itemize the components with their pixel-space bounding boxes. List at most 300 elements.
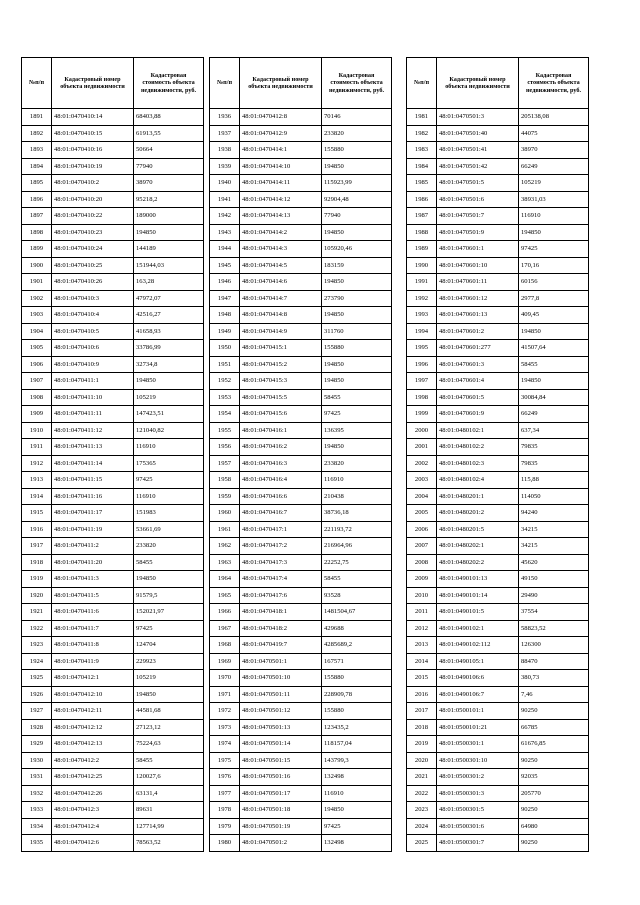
cell-cadastral-number: 48:01:0500301:10 [437, 752, 519, 769]
cell-cadastral-number: 48:01:0470410:4 [52, 307, 134, 324]
cell-cadastral-number: 48:01:0470410:6 [52, 340, 134, 357]
cell-number: 1912 [22, 455, 52, 472]
cell-number: 2000 [407, 422, 437, 439]
cell-number: 1905 [22, 340, 52, 357]
cell-cadastral-number: 48:01:0470501:40 [437, 125, 519, 142]
cell-cadastral-value: 97425 [322, 406, 392, 423]
cell-cadastral-value: 63131,4 [134, 785, 204, 802]
cell-cadastral-number: 48:01:0500301:3 [437, 785, 519, 802]
table-row [22, 125, 204, 142]
cell-number: 1999 [407, 406, 437, 423]
cell-cadastral-value: 1481504,67 [322, 604, 392, 621]
cell-cadastral-number: 48:01:0470501:14 [240, 736, 322, 753]
table-row [22, 736, 204, 753]
cell-cadastral-value: 233820 [322, 455, 392, 472]
cell-cadastral-number: 48:01:0470501:18 [240, 802, 322, 819]
table-header-row [210, 58, 392, 109]
cell-cadastral-number: 48:01:0470410:14 [52, 109, 134, 126]
cell-cadastral-value: 221193,72 [322, 521, 392, 538]
cell-cadastral-value: 273790 [322, 290, 392, 307]
cell-number: 1934 [22, 818, 52, 835]
cell-cadastral-value: 32734,8 [134, 356, 204, 373]
table-row [407, 356, 589, 373]
cell-cadastral-value: 34215 [519, 521, 589, 538]
cell-number: 1949 [210, 323, 240, 340]
cell-cadastral-number: 48:01:0470418:1 [240, 604, 322, 621]
table-row [407, 373, 589, 390]
cell-cadastral-number: 48:01:0470501:13 [240, 719, 322, 736]
cell-cadastral-number: 48:01:0470412:25 [52, 769, 134, 786]
cell-cadastral-value: 58455 [519, 356, 589, 373]
cell-cadastral-value: 163,28 [134, 274, 204, 291]
cell-cadastral-value: 50664 [134, 142, 204, 159]
cell-cadastral-number: 48:01:0470501:2 [240, 835, 322, 852]
cell-cadastral-value: 167571 [322, 653, 392, 670]
cell-number: 1945 [210, 257, 240, 274]
cell-number: 1942 [210, 208, 240, 225]
cell-cadastral-value: 97425 [134, 620, 204, 637]
cell-cadastral-value: 132498 [322, 835, 392, 852]
cell-number: 1941 [210, 191, 240, 208]
cell-cadastral-value: 53661,69 [134, 521, 204, 538]
cell-cadastral-number: 48:01:0470601:9 [437, 406, 519, 423]
cell-cadastral-value: 144189 [134, 241, 204, 258]
table-row [210, 109, 392, 126]
cell-cadastral-value: 105920,46 [322, 241, 392, 258]
cell-cadastral-value: 194850 [134, 373, 204, 390]
cell-cadastral-value: 409,45 [519, 307, 589, 324]
cell-cadastral-number: 48:01:0470410:23 [52, 224, 134, 241]
cell-number: 1917 [22, 538, 52, 555]
cell-cadastral-value: 147423,51 [134, 406, 204, 423]
table-row [407, 686, 589, 703]
table-row [210, 686, 392, 703]
cell-number: 1933 [22, 802, 52, 819]
table-row [210, 257, 392, 274]
header-number: №п/п [210, 58, 240, 109]
table-row [210, 736, 392, 753]
cell-cadastral-number: 48:01:0470411:13 [52, 439, 134, 456]
cell-cadastral-value: 90250 [519, 802, 589, 819]
cell-cadastral-number: 48:01:0470414:6 [240, 274, 322, 291]
cell-number: 1991 [407, 274, 437, 291]
cell-cadastral-value: 116910 [519, 208, 589, 225]
cell-number: 1973 [210, 719, 240, 736]
table-row [407, 604, 589, 621]
cell-cadastral-number: 48:01:0470501:19 [240, 818, 322, 835]
cell-cadastral-number: 48:01:0470411:3 [52, 571, 134, 588]
cell-number: 2002 [407, 455, 437, 472]
cell-cadastral-number: 48:01:0470414:2 [240, 224, 322, 241]
cell-number: 1918 [22, 554, 52, 571]
cell-number: 1904 [22, 323, 52, 340]
cell-number: 1962 [210, 538, 240, 555]
table-row [22, 191, 204, 208]
cell-cadastral-value: 58455 [134, 554, 204, 571]
cell-cadastral-number: 48:01:0470412:10 [52, 686, 134, 703]
cell-cadastral-value: 132498 [322, 769, 392, 786]
table-row [407, 802, 589, 819]
table-row [22, 703, 204, 720]
cell-cadastral-value: 105219 [134, 389, 204, 406]
table-row [407, 125, 589, 142]
cell-number: 1922 [22, 620, 52, 637]
table-row [22, 802, 204, 819]
table-row [210, 224, 392, 241]
cell-number: 1982 [407, 125, 437, 142]
cell-cadastral-value: 38970 [519, 142, 589, 159]
table-row [210, 307, 392, 324]
cell-cadastral-number: 48:01:0470501:41 [437, 142, 519, 159]
table-row [210, 604, 392, 621]
cell-cadastral-number: 48:01:0490101:13 [437, 571, 519, 588]
header-cadastral-number: Кадастровый номер объекта недвижимости [240, 58, 322, 109]
cell-cadastral-value: 42516,27 [134, 307, 204, 324]
table-row [407, 142, 589, 159]
cell-number: 1977 [210, 785, 240, 802]
cell-number: 2005 [407, 505, 437, 522]
table-row [407, 208, 589, 225]
cell-cadastral-value: 61676,85 [519, 736, 589, 753]
cell-cadastral-number: 48:01:0470411:10 [52, 389, 134, 406]
cell-number: 1895 [22, 175, 52, 192]
cell-cadastral-number: 48:01:0470411:8 [52, 637, 134, 654]
cell-cadastral-value: 114050 [519, 488, 589, 505]
table-row [210, 752, 392, 769]
cell-number: 1989 [407, 241, 437, 258]
cell-cadastral-number: 48:01:0470414:3 [240, 241, 322, 258]
cell-number: 1968 [210, 637, 240, 654]
cell-cadastral-number: 48:01:0470419:7 [240, 637, 322, 654]
table-row [22, 389, 204, 406]
table-row [407, 340, 589, 357]
cell-number: 2018 [407, 719, 437, 736]
cell-number: 1960 [210, 505, 240, 522]
table-row [210, 356, 392, 373]
table-row [210, 620, 392, 637]
cell-cadastral-value: 229923 [134, 653, 204, 670]
cell-cadastral-number: 48:01:0470601:2 [437, 323, 519, 340]
table-row [22, 653, 204, 670]
table-row [22, 835, 204, 852]
cell-cadastral-value: 194850 [322, 307, 392, 324]
table-row [210, 587, 392, 604]
table-row [210, 191, 392, 208]
cell-number: 1958 [210, 472, 240, 489]
cell-number: 1965 [210, 587, 240, 604]
cell-cadastral-value: 194850 [322, 224, 392, 241]
cell-cadastral-number: 48:01:0480102:4 [437, 472, 519, 489]
table-row [210, 554, 392, 571]
cell-number: 1988 [407, 224, 437, 241]
table-row [22, 554, 204, 571]
cell-cadastral-number: 48:01:0470601:10 [437, 257, 519, 274]
cell-number: 1984 [407, 158, 437, 175]
table-row [210, 373, 392, 390]
table-row [22, 307, 204, 324]
cell-cadastral-value: 116910 [134, 439, 204, 456]
cell-number: 1954 [210, 406, 240, 423]
cell-cadastral-number: 48:01:0470414:10 [240, 158, 322, 175]
table-row [210, 274, 392, 291]
table-row [22, 175, 204, 192]
cell-cadastral-value: 66249 [519, 158, 589, 175]
cell-cadastral-number: 48:01:0470411:7 [52, 620, 134, 637]
cell-cadastral-number: 48:01:0470417:6 [240, 587, 322, 604]
cell-cadastral-number: 48:01:0470410:25 [52, 257, 134, 274]
table-row [407, 587, 589, 604]
cell-number: 1935 [22, 835, 52, 852]
cell-cadastral-number: 48:01:0480201:5 [437, 521, 519, 538]
cell-number: 1969 [210, 653, 240, 670]
cell-number: 1925 [22, 670, 52, 687]
table-row [22, 538, 204, 555]
cell-cadastral-number: 48:01:0480202:1 [437, 538, 519, 555]
cell-number: 1943 [210, 224, 240, 241]
cadastral-table-2 [209, 57, 392, 852]
header-cadastral-value: Кадастровая стоимость объекта недвижимости, руб. [322, 58, 392, 109]
cell-number: 1930 [22, 752, 52, 769]
cell-number: 1901 [22, 274, 52, 291]
cell-number: 1961 [210, 521, 240, 538]
table-row [210, 340, 392, 357]
cell-number: 2011 [407, 604, 437, 621]
table-row [407, 422, 589, 439]
cell-number: 1898 [22, 224, 52, 241]
cell-cadastral-number: 48:01:0490102:112 [437, 637, 519, 654]
cell-cadastral-number: 48:01:0470412:3 [52, 802, 134, 819]
cell-cadastral-number: 48:01:0470501:17 [240, 785, 322, 802]
cell-cadastral-number: 48:01:0480102:1 [437, 422, 519, 439]
cell-number: 1926 [22, 686, 52, 703]
cell-cadastral-number: 48:01:0470412:9 [240, 125, 322, 142]
cell-number: 1956 [210, 439, 240, 456]
cell-number: 1891 [22, 109, 52, 126]
cell-cadastral-number: 48:01:0470417:2 [240, 538, 322, 555]
cell-number: 1979 [210, 818, 240, 835]
cell-number: 1985 [407, 175, 437, 192]
cell-cadastral-value: 66785 [519, 719, 589, 736]
table-row [210, 818, 392, 835]
table-row [407, 505, 589, 522]
table-row [407, 752, 589, 769]
cell-number: 1910 [22, 422, 52, 439]
cell-number: 1967 [210, 620, 240, 637]
table-row [407, 571, 589, 588]
cell-number: 1983 [407, 142, 437, 159]
cell-cadastral-value: 70146 [322, 109, 392, 126]
table-row [210, 785, 392, 802]
cell-cadastral-number: 48:01:0470411:14 [52, 455, 134, 472]
cell-cadastral-value: 44075 [519, 125, 589, 142]
cell-number: 1970 [210, 670, 240, 687]
cell-cadastral-value: 116910 [322, 472, 392, 489]
table-row [210, 241, 392, 258]
table-row [210, 703, 392, 720]
cell-cadastral-number: 48:01:0470501:1 [240, 653, 322, 670]
table-row [22, 769, 204, 786]
cell-cadastral-number: 48:01:0470410:22 [52, 208, 134, 225]
cell-cadastral-value: 194850 [519, 323, 589, 340]
table-row [407, 406, 589, 423]
cell-cadastral-value: 95218,2 [134, 191, 204, 208]
cell-cadastral-number: 48:01:0470410:20 [52, 191, 134, 208]
cell-cadastral-value: 175365 [134, 455, 204, 472]
table-row [210, 505, 392, 522]
table-row [210, 389, 392, 406]
cell-number: 1955 [210, 422, 240, 439]
cell-cadastral-number: 48:01:0470410:19 [52, 158, 134, 175]
table-row [210, 670, 392, 687]
cell-cadastral-number: 48:01:0470501:5 [437, 175, 519, 192]
table-row [22, 604, 204, 621]
cell-number: 2004 [407, 488, 437, 505]
table-row [407, 241, 589, 258]
cell-cadastral-number: 48:01:0470418:2 [240, 620, 322, 637]
cell-cadastral-number: 48:01:0480201:1 [437, 488, 519, 505]
cell-number: 1914 [22, 488, 52, 505]
cell-number: 1996 [407, 356, 437, 373]
cell-cadastral-number: 48:01:0470501:15 [240, 752, 322, 769]
cell-cadastral-value: 38931,03 [519, 191, 589, 208]
header-cadastral-value: Кадастровая стоимость объекта недвижимости, руб. [519, 58, 589, 109]
cell-cadastral-number: 48:01:0470416:1 [240, 422, 322, 439]
cell-number: 1952 [210, 373, 240, 390]
cell-cadastral-number: 48:01:0500301:6 [437, 818, 519, 835]
cell-cadastral-number: 48:01:0470415:2 [240, 356, 322, 373]
cell-cadastral-value: 151983 [134, 505, 204, 522]
cell-cadastral-value: 170,16 [519, 257, 589, 274]
table-row [210, 158, 392, 175]
cell-cadastral-number: 48:01:0470411:5 [52, 587, 134, 604]
cell-number: 2007 [407, 538, 437, 555]
header-cadastral-number: Кадастровый номер объекта недвижимости [52, 58, 134, 109]
cell-number: 1908 [22, 389, 52, 406]
cell-number: 1939 [210, 158, 240, 175]
cell-cadastral-value: 205770 [519, 785, 589, 802]
cell-cadastral-value: 58455 [134, 752, 204, 769]
table-row [407, 719, 589, 736]
cell-cadastral-number: 48:01:0470412:8 [240, 109, 322, 126]
header-cadastral-number: Кадастровый номер объекта недвижимости [437, 58, 519, 109]
cell-cadastral-value: 228909,78 [322, 686, 392, 703]
table-row [22, 455, 204, 472]
cell-number: 1998 [407, 389, 437, 406]
cell-cadastral-value: 311760 [322, 323, 392, 340]
cell-cadastral-number: 48:01:0470417:3 [240, 554, 322, 571]
cell-cadastral-number: 48:01:0490102:1 [437, 620, 519, 637]
table-row [407, 835, 589, 852]
cell-cadastral-value: 105219 [134, 670, 204, 687]
cell-number: 1937 [210, 125, 240, 142]
cell-cadastral-value: 136395 [322, 422, 392, 439]
cell-number: 1911 [22, 439, 52, 456]
cell-cadastral-number: 48:01:0470412:26 [52, 785, 134, 802]
cell-cadastral-number: 48:01:0470501:6 [437, 191, 519, 208]
table-row [210, 175, 392, 192]
cell-cadastral-number: 48:01:0470414:5 [240, 257, 322, 274]
cell-number: 1959 [210, 488, 240, 505]
cell-number: 2022 [407, 785, 437, 802]
cell-cadastral-value: 123435,2 [322, 719, 392, 736]
cell-number: 1964 [210, 571, 240, 588]
cell-cadastral-number: 48:01:0470410:5 [52, 323, 134, 340]
cell-cadastral-number: 48:01:0480102:2 [437, 439, 519, 456]
cell-cadastral-value: 233820 [134, 538, 204, 555]
cell-cadastral-value: 105219 [519, 175, 589, 192]
table-row [407, 307, 589, 324]
cell-cadastral-value: 88470 [519, 653, 589, 670]
table-header-row [407, 58, 589, 109]
cell-cadastral-value: 4285689,2 [322, 637, 392, 654]
cell-cadastral-number: 48:01:0470601:3 [437, 356, 519, 373]
table-row [407, 736, 589, 753]
header-cadastral-value: Кадастровая стоимость объекта недвижимости, руб. [134, 58, 204, 109]
cell-cadastral-number: 48:01:0470412:1 [52, 670, 134, 687]
cell-cadastral-number: 48:01:0470501:3 [437, 109, 519, 126]
cell-cadastral-number: 48:01:0470501:16 [240, 769, 322, 786]
cell-cadastral-number: 48:01:0470411:1 [52, 373, 134, 390]
cell-cadastral-value: 91579,5 [134, 587, 204, 604]
cell-cadastral-number: 48:01:0470412:13 [52, 736, 134, 753]
cell-cadastral-number: 48:01:0470410:9 [52, 356, 134, 373]
table-row [407, 257, 589, 274]
cell-cadastral-value: 75224,63 [134, 736, 204, 753]
cell-cadastral-number: 48:01:0470415:5 [240, 389, 322, 406]
cell-number: 2019 [407, 736, 437, 753]
cell-cadastral-number: 48:01:0470411:15 [52, 472, 134, 489]
cell-cadastral-value: 126300 [519, 637, 589, 654]
cell-number: 1894 [22, 158, 52, 175]
cell-number: 1997 [407, 373, 437, 390]
cell-number: 1916 [22, 521, 52, 538]
cell-number: 1923 [22, 637, 52, 654]
cell-cadastral-value: 216964,96 [322, 538, 392, 555]
cell-cadastral-number: 48:01:0470412:12 [52, 719, 134, 736]
table-row [407, 521, 589, 538]
cell-number: 2001 [407, 439, 437, 456]
table-row [407, 224, 589, 241]
cell-cadastral-value: 93528 [322, 587, 392, 604]
table-row [407, 653, 589, 670]
cell-number: 1976 [210, 769, 240, 786]
cell-number: 1946 [210, 274, 240, 291]
cell-number: 1948 [210, 307, 240, 324]
table-row [22, 290, 204, 307]
cell-cadastral-value: 97425 [519, 241, 589, 258]
cell-cadastral-value: 66249 [519, 406, 589, 423]
cell-number: 1974 [210, 736, 240, 753]
cell-cadastral-number: 48:01:0470415:3 [240, 373, 322, 390]
cell-cadastral-number: 48:01:0490105:1 [437, 653, 519, 670]
cell-number: 2003 [407, 472, 437, 489]
cell-cadastral-number: 48:01:0470416:3 [240, 455, 322, 472]
cell-number: 1902 [22, 290, 52, 307]
cell-cadastral-number: 48:01:0470411:17 [52, 505, 134, 522]
cell-number: 1966 [210, 604, 240, 621]
table-row [407, 818, 589, 835]
cell-cadastral-value: 89631 [134, 802, 204, 819]
cell-number: 2021 [407, 769, 437, 786]
table-row [22, 472, 204, 489]
cell-number: 1990 [407, 257, 437, 274]
cell-cadastral-value: 233820 [322, 125, 392, 142]
cell-cadastral-number: 48:01:0470414:13 [240, 208, 322, 225]
table-row [210, 323, 392, 340]
table-row [210, 637, 392, 654]
cell-cadastral-value: 79835 [519, 455, 589, 472]
cell-cadastral-value: 47972,07 [134, 290, 204, 307]
